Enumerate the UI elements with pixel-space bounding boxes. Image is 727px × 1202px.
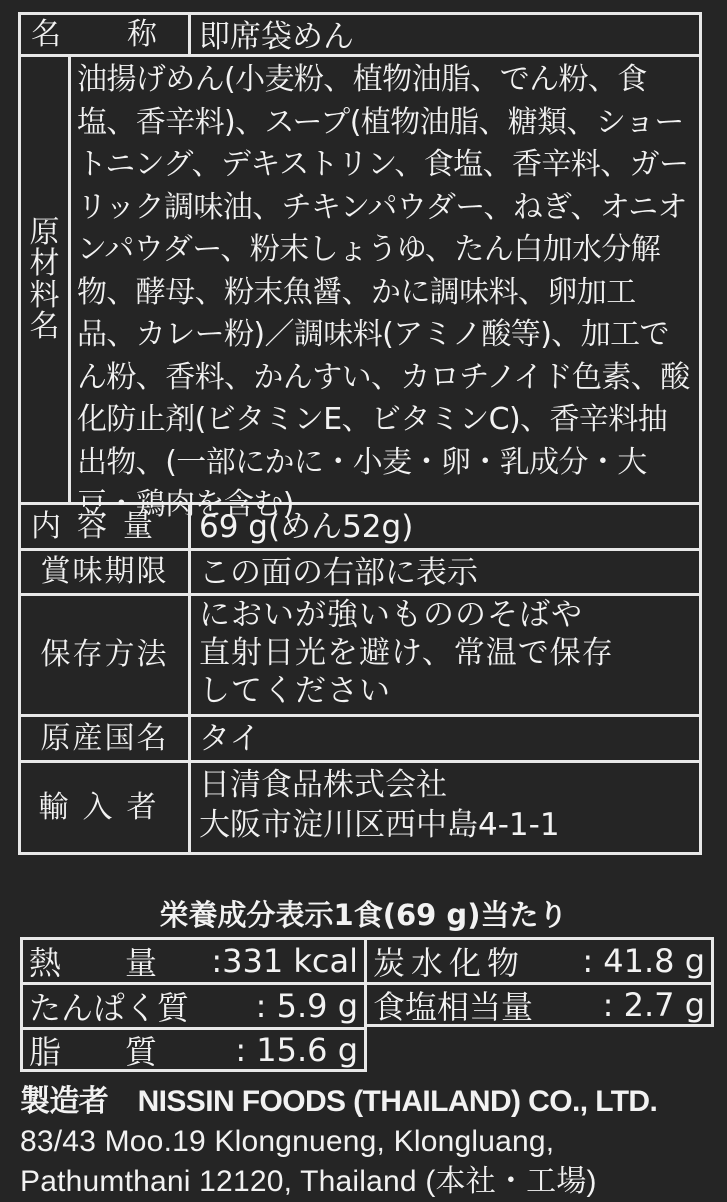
salt-cell xyxy=(367,982,714,1027)
importer-row xyxy=(18,763,702,855)
energy-label: 熱 量 xyxy=(29,944,158,982)
content-label: 内容量 xyxy=(21,505,191,548)
nutrition-table xyxy=(20,937,714,1072)
importer-label: 輸入者 xyxy=(21,763,191,852)
origin-row xyxy=(18,717,702,763)
origin-label: 原産国名 xyxy=(21,717,191,760)
fat-label: 脂 質 xyxy=(29,1032,158,1071)
name-row xyxy=(18,12,702,57)
name-value: 即席袋めん xyxy=(199,19,354,55)
fat-cell xyxy=(20,1027,367,1072)
origin-value: タイ xyxy=(199,721,261,757)
best-before-label: 賞味期限 xyxy=(21,551,191,593)
salt-label: 食塩相当量 xyxy=(373,987,534,1026)
best-before-value: この面の右部に表示 xyxy=(199,555,478,591)
food-label-table xyxy=(18,12,702,855)
protein-label: たんぱく質 xyxy=(29,989,190,1027)
importer-line-1: 日清食品株式会社 xyxy=(199,767,447,803)
carbs-value: : 41.8 g xyxy=(582,942,705,980)
best-before-row xyxy=(18,551,702,596)
storage-row xyxy=(18,596,702,717)
ingredients-row xyxy=(18,57,702,522)
carbs-label: 炭水化物 xyxy=(373,944,526,982)
content-value: 69 g(めん52g) xyxy=(199,509,414,545)
storage-line-1: においが強いもののそばや xyxy=(199,597,583,633)
storage-label: 保存方法 xyxy=(21,596,191,714)
fat-value: : 15.6 g xyxy=(235,1030,358,1069)
carbs-cell xyxy=(367,937,714,982)
protein-value: : 5.9 g xyxy=(255,987,358,1025)
manufacturer-address-1: 83/43 Moo.19 Klongnueng, Klongluang, xyxy=(20,1125,555,1158)
ingredients-label: 原材料名 xyxy=(29,214,60,344)
content-row xyxy=(18,505,702,551)
storage-line-3: してください xyxy=(199,673,391,709)
energy-value: :331 kcal xyxy=(211,942,358,980)
manufacturer-block xyxy=(20,1082,710,1202)
salt-value: : 2.7 g xyxy=(602,985,705,1024)
ingredients-value: 油揚げめん(小麦粉、植物油脂、でん粉、食塩、香辛料)、スープ(植物油脂、糖類、ショートニング、デキストリン、食塩、香辛料、ガーリック調味油、チキンパウダー、ねぎ、オニオンパウダー、粉末しょうゆ、たん白加水分解物、酵母、粉末魚醤、かに調味料、卵加工品、カレー粉)／調味料(アミノ酸等)、加工でん粉、香料、かんすい、カロチノイド色素、酸化防止剤(ビタミンE、ビタミンC)、香辛料抽出物、(一部にかに・小麦・卵・乳成分・大豆・鶏肉を含む) xyxy=(77,62,690,522)
storage-line-2: 直射日光を避け、常温で保存 xyxy=(199,635,614,671)
energy-cell xyxy=(20,937,367,982)
nutrition-title: 栄養成分表示1食(69 g)当たり xyxy=(159,898,568,932)
manufacturer-name: 製造者 NISSIN FOODS (THAILAND) CO., LTD. xyxy=(20,1085,658,1118)
name-label: 名 称 xyxy=(21,15,191,54)
importer-line-2: 大阪市淀川区西中島4-1-1 xyxy=(199,807,560,843)
manufacturer-address-2: Pathumthani 12120, Thailand (本社・工場) xyxy=(20,1165,597,1198)
protein-cell xyxy=(20,982,367,1027)
